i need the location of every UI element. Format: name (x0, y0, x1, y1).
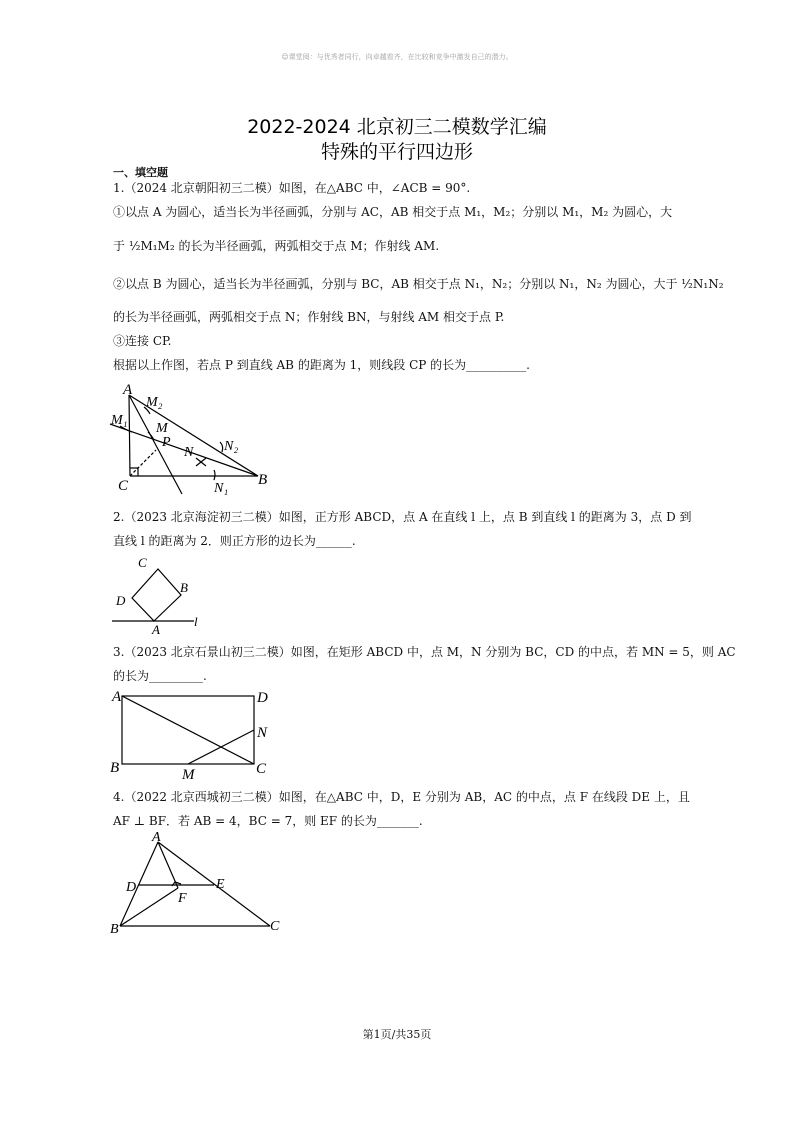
q1-label-P: P (162, 435, 171, 450)
q3-label-D: D (257, 690, 268, 706)
q4-line2: AF ⊥ BF．若 AB = 4，BC = 7，则 EF 的长为_______. (113, 814, 423, 828)
page-title: 2022-2024 北京初三二模数学汇编 (247, 116, 547, 138)
q3-line1: 3.（2023 北京石景山初三二模）如图，在矩形 ABCD 中，点 M，N 分别为 BC，CD 的中点，若 MN = 5，则 AC (113, 645, 736, 659)
q1-label-A: A (123, 382, 133, 398)
page-footer: 第1页/共35页 (362, 1028, 432, 1041)
q4-label-A: A (152, 832, 161, 845)
q2-figure (108, 554, 208, 638)
q4-line1: 4.（2022 北京西城初三二模）如图，在△ABC 中，D，E 分别为 AB，AC 的中点，点 F 在线段 DE 上，且 (113, 790, 690, 804)
q1-line5: 的长为半径画弧，两弧相交于点 N；作射线 BN，与射线 AM 相交于点 P. (113, 310, 505, 324)
q1-line7: 根据以上作图，若点 P 到直线 AB 的距离为 1，则线段 CP 的长为__________. (113, 358, 530, 372)
q3-label-N: N (257, 725, 268, 741)
q2-label-A: A (152, 622, 160, 637)
q1-line3: 于 ½M₁M₂ 的长为半径画弧，两弧相交于点 M；作射线 AM. (113, 239, 440, 253)
q1-label-N2: N₂ (224, 439, 239, 454)
q2-label-l: l (194, 614, 198, 629)
q1-label-C: C (118, 478, 129, 494)
q4-label-E: E (216, 877, 225, 892)
watermark: ☺课堂阅：与优秀者同行，向卓越看齐，在比较和竞争中激发自己的潜力。 (281, 53, 513, 61)
q1-line2: ①以点 A 为圆心，适当长为半径画弧，分别与 AC，AB 相交于点 M₁，M₂；分别以 M₁，M₂ 为圆心，大 (113, 205, 673, 219)
q1-figure (108, 378, 278, 500)
q1-label-N: N (184, 445, 194, 460)
q3-label-M: M (182, 767, 195, 782)
q4-label-C: C (270, 919, 280, 934)
q3-label-C: C (256, 761, 267, 777)
q3-label-A: A (112, 689, 122, 705)
q1-label-M1: M₁ (111, 413, 128, 428)
q2-label-B: B (180, 580, 188, 595)
q2-label-D: D (116, 593, 126, 608)
q1-line6: ③连接 CP. (113, 334, 172, 348)
q1-line1: 1.（2024 北京朝阳初三二模）如图，在△ABC 中，∠ACB = 90°. (113, 181, 471, 195)
q1-line4: ②以点 B 为圆心，适当长为半径画弧，分别与 BC，AB 相交于点 N₁，N₂；分别以 N₁，N₂ 为圆心，大于 ½N₁N₂ (113, 277, 724, 291)
q2-line1: 2.（2023 北京海淀初三二模）如图，正方形 ABCD，点 A 在直线 l 上，点 B 到直线 l 的距离为 3，点 D 到 (113, 510, 692, 524)
section-heading: 一、填空题 (113, 166, 168, 179)
page-subtitle: 特殊的平行四边形 (320, 141, 473, 163)
q1-label-N1: N₁ (214, 481, 229, 496)
q3-line2: 的长为_________. (113, 669, 207, 683)
q2-label-C: C (138, 555, 147, 570)
q3-label-B: B (110, 760, 120, 776)
q1-label-B: B (258, 472, 268, 488)
q4-figure (108, 832, 288, 938)
q4-label-F: F (178, 891, 187, 906)
q4-label-D: D (126, 880, 137, 895)
q1-label-M2: M₂ (146, 395, 163, 410)
q2-line2: 直线 l 的距离为 2．则正方形的边长为______. (113, 534, 356, 548)
q1-label-M: M (156, 421, 168, 436)
q3-figure (108, 686, 278, 782)
q4-label-B: B (110, 922, 119, 937)
